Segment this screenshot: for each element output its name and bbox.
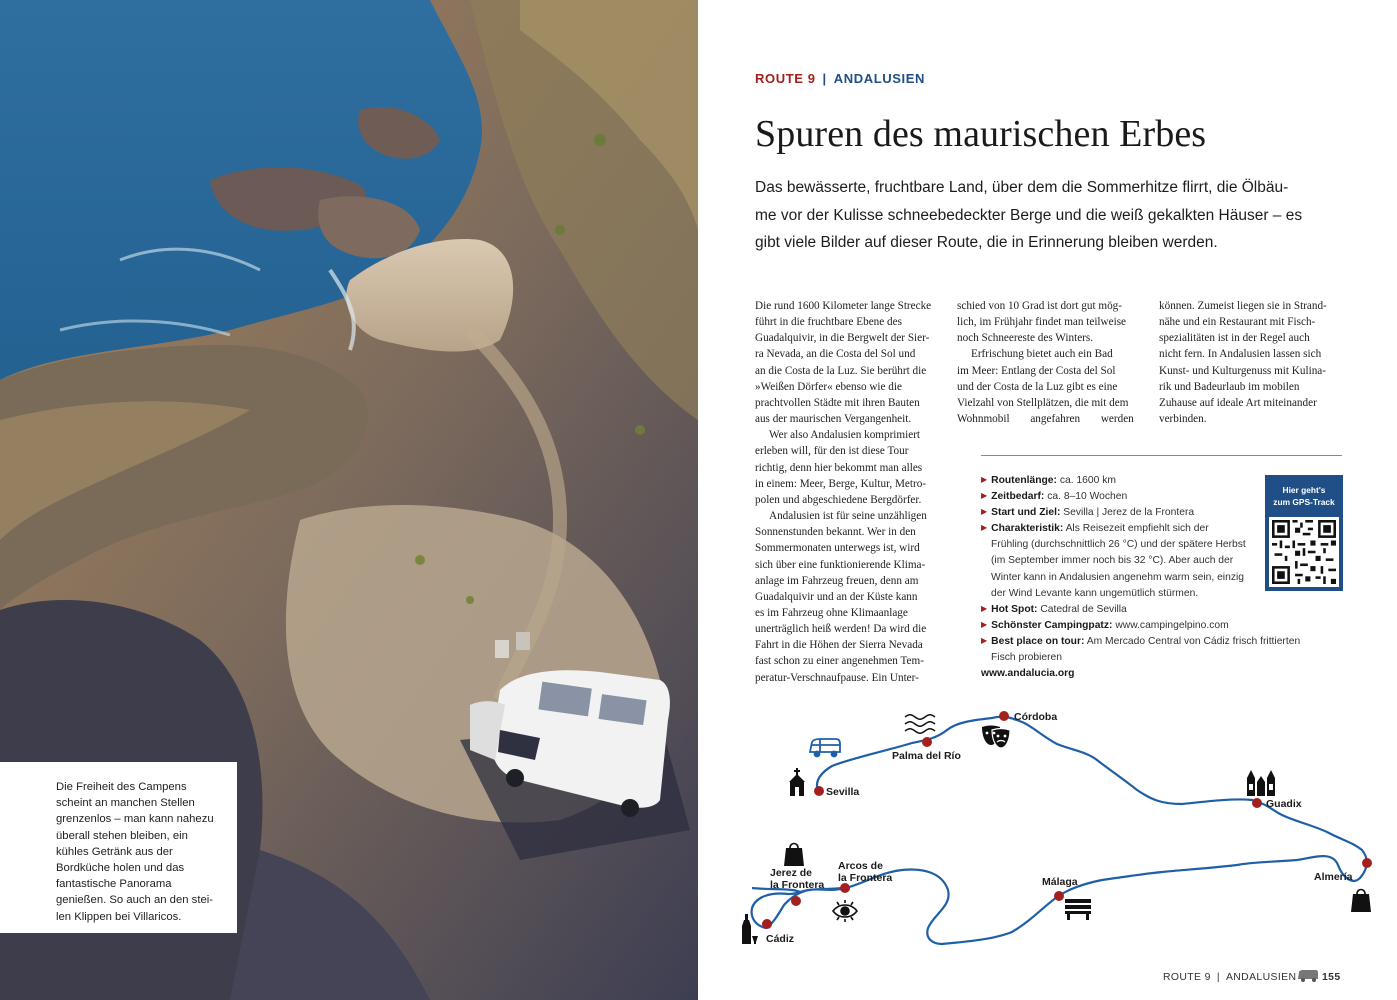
shopping-bag-icon-almeria (1351, 890, 1371, 913)
camper-van-footer-icon (1297, 969, 1319, 983)
lead-line: me vor der Kulisse schneebedeckter Berge und die weiß gekalkten Häuser – es (755, 206, 1303, 224)
bullet-triangle-icon: ▶ (981, 635, 988, 645)
stop-sevilla (814, 786, 824, 796)
bullet-triangle-icon: ▶ (981, 475, 988, 484)
body-line: Zuhause auf ideale Art miteinander (1159, 396, 1317, 409)
body-line: schied von 10 Grad ist dort gut mög- (957, 300, 1122, 312)
fact-best-place: ▶ Best place on tour: Am Mercado Central von Cádiz frisch frittierten (981, 635, 1301, 647)
bullet-triangle-icon: ▶ (981, 491, 988, 501)
cathedral-icon (1247, 770, 1275, 796)
body-line: sich über eine funktionierende Klima- (755, 558, 926, 571)
divider (981, 455, 1342, 456)
city-label-jerez-2: la Frontera (770, 879, 825, 891)
gps-label-line: Hier geht's (1282, 485, 1326, 495)
body-line: erleben will, für den ist diese Tour (755, 445, 909, 458)
lead-paragraph (755, 174, 1302, 257)
body-line: unerträglich heiß werden! Da wird die (755, 623, 927, 636)
theater-masks-icon (982, 726, 1010, 749)
body-line: in einem: Meer, Berge, Kultur, Metro- (755, 477, 927, 490)
stop-cordoba (999, 711, 1009, 721)
coastal-aerial-photo (0, 0, 698, 1000)
stop-jerez (791, 896, 801, 906)
page-footer (1163, 972, 1296, 983)
fact-charakteristik-cont: (im September immer noch bis 32 °C). Aber auch der (991, 555, 1234, 567)
camping-link[interactable]: www.campingelpino.com (1115, 619, 1229, 631)
caption-line: genießen. So auch an den stei- (56, 894, 214, 907)
caption-line: len Klippen bei Villaricos. (56, 910, 182, 923)
body-line: nicht fern. In Andalusien lassen sich (1159, 348, 1322, 361)
city-label-arcos-2: la Frontera (838, 872, 893, 884)
route-header (755, 71, 925, 86)
bullet-triangle-icon: ▶ (981, 523, 988, 533)
city-label-almeria: Almería (1314, 871, 1353, 883)
website-link[interactable]: www.andalucia.org (981, 668, 1075, 680)
city-label-cadiz: Cádiz (766, 933, 795, 945)
city-label-palma: Palma del Río (892, 750, 961, 762)
stop-cadiz (762, 919, 772, 929)
body-line: an die Costa de la Luz. Sie berührt die (755, 364, 927, 377)
body-column-3 (1159, 298, 1343, 427)
stop-palma (922, 737, 932, 747)
caption-line: grenzenlos – man kann nahezu (56, 813, 214, 826)
body-line: verbinden. (1159, 413, 1207, 426)
stop-arcos (840, 883, 850, 893)
body-line: »Weißen Dörfer« ebenso wie die (755, 380, 902, 393)
fact-camping: ▶ Schönster Campingpatz: www.campingelpino.com (981, 619, 1229, 631)
body-line: fast schon zu einer angenehmen Tem- (755, 655, 924, 668)
body-line: richtig, denn hier bekommt man alles (755, 461, 923, 474)
route-number: ROUTE 9 (755, 71, 816, 86)
fact-routenlaenge: ▶ Routenlänge: ca. 1600 km (981, 475, 1116, 486)
body-line: Wer also Andalusien komprimiert (769, 429, 921, 442)
body-column-1 (755, 298, 939, 686)
bullet-triangle-icon: ▶ (981, 603, 988, 613)
fact-best-place-cont: Fisch probieren (991, 652, 1062, 664)
camper-van-icon (810, 739, 840, 757)
fact-charakteristik-cont: der Wind Levante kann ungemütlich stürmen. (991, 587, 1199, 599)
stop-almeria (1362, 858, 1372, 868)
lead-line: Das bewässerte, fruchtbare Land, über dem die Sommerhitze flirrt, die Ölbäu- (755, 179, 1289, 196)
fact-charakteristik-cont: Winter kann in Andalusien angenehm warm sein, einzig (991, 571, 1244, 583)
body-line: im Meer: Entlang der Costa del Sol (957, 364, 1116, 377)
body-column-2 (957, 298, 1141, 427)
church-icon (789, 768, 805, 796)
body-line: Fahrt in die Höhen der Sierra Nevada (755, 639, 923, 652)
body-line: es im Fahrzeug ohne Klimaanlage (755, 606, 908, 619)
waves-icon (905, 715, 935, 734)
lead-line: gibt viele Bilder auf dieser Route, die in Erinnerung bleiben werden. (755, 234, 1218, 251)
city-label-arcos: Arcos de (838, 860, 883, 872)
footer-route: ROUTE 9 (1163, 972, 1211, 983)
stop-malaga (1054, 891, 1064, 901)
body-line: polen und abgeschiedene Bergdörfer. (755, 493, 922, 506)
body-line: führt in die fruchtbare Ebene des (755, 316, 902, 329)
fact-charakteristik: ▶ Charakteristik: Als Reisezeit empfiehlt sich der (981, 523, 1209, 535)
body-line: Erfrischung bietet auch ein Bad (971, 348, 1113, 361)
caption-line: Bordküche holen und das (56, 862, 185, 875)
city-label-sevilla: Sevilla (826, 786, 860, 798)
wine-bottle-icon (742, 914, 758, 944)
body-line: Andalusien ist für seine unzähligen (769, 510, 927, 523)
route-separator: | (822, 71, 827, 86)
shopping-bag-icon (784, 844, 804, 867)
caption-line: scheint an manchen Stellen (56, 797, 195, 810)
city-label-guadix: Guadix (1266, 798, 1302, 810)
city-label-jerez: Jerez de (770, 867, 813, 879)
body-line: Vielzahl von Stellplätzen, die mit dem (957, 396, 1129, 409)
bullet-triangle-icon: ▶ (981, 507, 988, 517)
body-line: aus der maurischen Vergangenheit. (755, 413, 912, 426)
caption-line: fantastische Panorama (56, 878, 172, 891)
route-region: ANDALUSIEN (833, 71, 926, 86)
body-line: nähe und ein Restaurant mit Fisch- (1159, 316, 1316, 329)
bullet-triangle-icon: ▶ (981, 619, 988, 629)
city-label-cordoba: Córdoba (1014, 711, 1058, 723)
body-line: Die rund 1600 Kilometer lange Strecke (755, 300, 932, 312)
city-label-malaga: Málaga (1042, 876, 1078, 888)
fact-start-ziel: ▶ Start und Ziel: Sevilla | Jerez de la Frontera (981, 507, 1195, 519)
caption-line: überall stehen bleiben, ein (56, 829, 188, 842)
body-line: können. Zumeist liegen sie in Strand- (1159, 300, 1327, 312)
route-facts (981, 473, 1300, 682)
body-line: Kunst- und Kulturgenuss mit Kulina- (1159, 364, 1326, 377)
body-line: anlage im Fahrzeug freuen, denn am (755, 574, 919, 587)
caption-line: kühles Getränk aus der (56, 845, 173, 858)
body-line: Wohnmobil angefahren werden (957, 413, 1134, 426)
fact-hotspot: ▶ Hot Spot: Catedral de Sevilla (981, 603, 1127, 615)
gps-label-line: zum GPS-Track (1273, 497, 1335, 507)
bench-icon (1065, 899, 1091, 920)
qr-code-icon[interactable] (1269, 517, 1339, 587)
body-line: peratur-Verschnaufpause. Ein Unter- (755, 671, 919, 684)
body-line: Guadalquivir, in die Bergwelt der Sier- (755, 332, 930, 345)
body-line: Sommermonaten unterwegs ist, wird (755, 542, 920, 555)
eye-icon (833, 900, 857, 922)
body-line: lich, im Frühjahr findet man teilweise (957, 316, 1127, 329)
page-number: 155 (1322, 972, 1341, 983)
page-title: Spuren des maurischen Erbes (755, 113, 1207, 155)
body-line: noch Schneereste des Winters. (957, 332, 1094, 345)
body-line: ra Nevada, an die Costa del Sol und (755, 348, 916, 361)
body-line: spezialitäten ist in der Regel auch (1159, 332, 1310, 345)
route-map (742, 700, 1382, 970)
body-line: Sonnenstunden bekannt. Wer in den (755, 526, 916, 539)
body-line: Guadalquivir und an der Küste kann (755, 590, 918, 603)
body-line: prachtvollen Städte mit ihren Bauten (755, 396, 920, 409)
gps-track-box[interactable] (1265, 475, 1343, 591)
stop-guadix (1252, 798, 1262, 808)
body-line: und der Costa de la Luz gibt es eine (957, 380, 1118, 393)
photo-caption (0, 762, 237, 933)
body-line: rik und Badeurlaub im mobilen (1159, 380, 1300, 393)
footer-separator: | (1216, 972, 1220, 983)
fact-charakteristik-cont: Frühling (durchschnittlich 26 °C) und der spätere Herbst (991, 539, 1246, 551)
fact-zeitbedarf: ▶ Zeitbedarf: ca. 8–10 Wochen (981, 491, 1128, 503)
caption-line: Die Freiheit des Campens (56, 781, 187, 793)
footer-region: ANDALUSIEN (1225, 972, 1297, 983)
